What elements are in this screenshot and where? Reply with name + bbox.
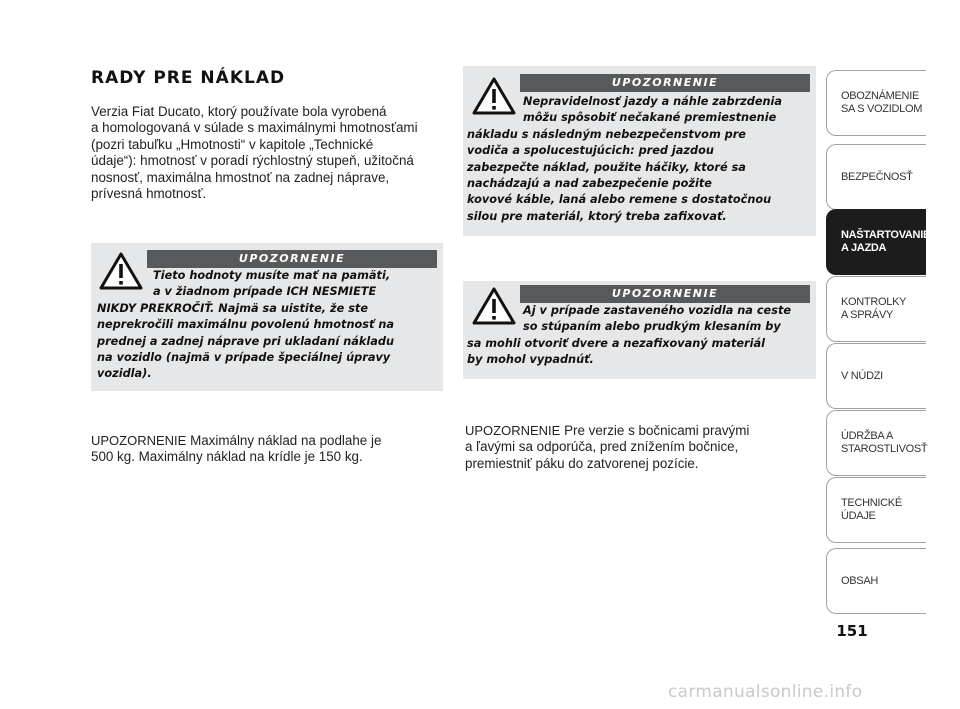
- warning-line: zabezpečte náklad, použite háčiky, ktoré sa: [467, 160, 746, 174]
- tab-label: STAROSTLIVOSŤ: [841, 443, 928, 455]
- tab-udrzba[interactable]: [826, 410, 926, 476]
- tab-label: NAŠTARTOVANIE: [841, 229, 930, 241]
- tab-label: OBOZNÁMENIE: [841, 90, 919, 102]
- warning-line: Tieto hodnoty musíte mať na pamäti,: [153, 269, 391, 282]
- warning-text: [467, 94, 782, 225]
- note-line: a ľavými sa odporúča, pred znížením bočnice,: [465, 439, 739, 455]
- tab-label: TECHNICKÉ: [841, 497, 902, 509]
- tab-label: V NÚDZI: [841, 369, 883, 382]
- warning-label: UPOZORNENIE: [520, 285, 810, 303]
- tab-label: BEZPEČNOSŤ: [841, 170, 913, 183]
- warning-line: a v žiadnom prípade ICH NESMIETE: [153, 285, 377, 299]
- warning-box-doors: [463, 281, 816, 379]
- page-title: RADY PRE NÁKLAD: [91, 68, 286, 88]
- warning-line: na vozidlo (najmä v prípade špeciálnej úpravy: [97, 351, 391, 365]
- warning-box-securing-load: [463, 66, 816, 236]
- warning-line: nachádzajú a nad zabezpečenie požite: [467, 177, 712, 191]
- intro-line: nosnosť, maximálna hmostnoť na zadnej náprave,: [91, 169, 390, 185]
- warning-line: silou pre materiál, ktorý treba zafixovať.: [467, 209, 727, 223]
- tab-kontrolky[interactable]: [826, 276, 926, 342]
- warning-line: kovové káble, laná alebo remene s dostatočnou: [467, 193, 772, 207]
- note-line: Pre verzie s bočnicami pravými: [564, 423, 750, 438]
- tab-obsah[interactable]: [826, 548, 926, 614]
- watermark: carmanualsonline.info: [668, 682, 863, 702]
- warning-line: neprekročili maximálnu povolenú hmotnosť na: [97, 318, 394, 332]
- note-label: UPOZORNENIE: [465, 423, 561, 438]
- intro-line: (pozri tabuľku „Hmotnosti“ v kapitole „Technické: [91, 136, 374, 152]
- tab-oboznamenie[interactable]: [826, 70, 926, 136]
- tab-label: A JAZDA: [841, 242, 887, 254]
- tab-bezpecnost[interactable]: [826, 144, 926, 210]
- tab-label: SA S VOZIDLOM: [841, 103, 923, 115]
- intro-line: a homologovaná v súlade s maximálnymi hmotnosťami: [91, 120, 418, 136]
- warning-text: [97, 268, 394, 383]
- intro-line: Verzia Fiat Ducato, ktorý používate bola vyrobená: [91, 104, 387, 119]
- note-line: Maximálny náklad na podlahe je: [190, 433, 382, 448]
- tab-label: OBSAH: [841, 574, 879, 587]
- warning-line: sa mohli otvoriť dvere a nezafixovaný materiál: [467, 336, 765, 350]
- tab-nastartovanie[interactable]: [826, 209, 930, 275]
- warning-line: Aj v prípade zastaveného vozidla na ceste: [523, 304, 792, 317]
- warning-line: NIKDY PREKROČIŤ. Najmä sa uistite, že ste: [97, 301, 368, 315]
- note-label: UPOZORNENIE: [91, 433, 187, 448]
- tab-label: ÚDRŽBA A: [841, 430, 894, 442]
- warning-box-weights: [91, 243, 443, 391]
- side-panel-note: [465, 423, 805, 472]
- warning-line: so stúpaním alebo prudkým klesaním by: [523, 320, 781, 334]
- warning-label: UPOZORNENIE: [520, 74, 810, 92]
- intro-line: údaje“): hmotnosť v poradí rýchlostný stupeň, užitočná: [91, 153, 414, 169]
- tab-technicke[interactable]: [826, 477, 926, 543]
- warning-label: UPOZORNENIE: [147, 250, 437, 268]
- page-number: 151: [836, 622, 868, 640]
- warning-text: [467, 303, 791, 369]
- warning-line: vodiča a spolucestujúcich: pred jazdou: [467, 144, 714, 158]
- warning-line: môžu spôsobiť nečakané premiestnenie: [523, 111, 777, 125]
- intro-line: prívesná hmotnosť.: [91, 186, 207, 202]
- warning-line: vozidla).: [97, 367, 152, 381]
- tab-v-nudzi[interactable]: [826, 343, 926, 409]
- warning-line: prednej a zadnej náprave pri ukladaní nákladu: [97, 334, 395, 348]
- tab-label: KONTROLKY: [841, 296, 907, 308]
- intro-paragraph: [91, 104, 446, 202]
- note-line: premiestniť páku do zatvorenej pozície.: [465, 455, 699, 471]
- tab-label: A SPRÁVY: [841, 309, 894, 321]
- warning-line: Nepravidelnosť jazdy a náhle zabrzdenia: [523, 95, 783, 108]
- warning-line: by mohol vypadnúť.: [467, 353, 594, 367]
- note-line: 500 kg. Maximálny náklad na krídle je 150 kg.: [91, 449, 363, 465]
- tab-label: ÚDAJE: [841, 510, 876, 522]
- warning-line: nákladu s následným nebezpečenstvom pre: [467, 127, 746, 141]
- load-limit-note: [91, 433, 446, 466]
